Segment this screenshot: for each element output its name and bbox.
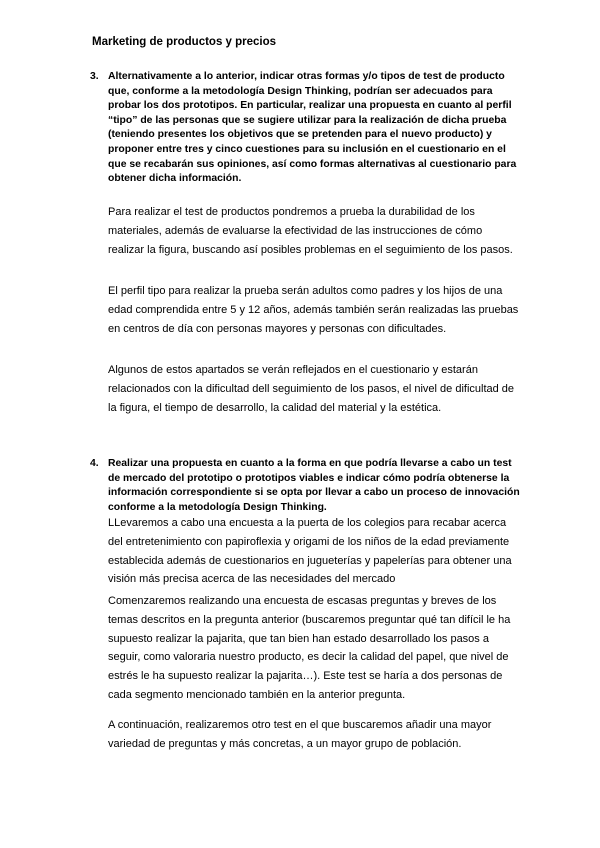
answer-4-paragraph-1: LLevaremos a cabo una encuesta a la puerta de los colegios para recabar acerca del entretenimiento con papiroflexia y origami de los niños de la edad previamente establecida además de cuestionarios en jugueterías y papelerías para obtener una visión más precisa acerca de las necesidades del mercado bbox=[108, 517, 512, 586]
question-3-text: Alternativamente a lo anterior, indicar otras formas y/o tipos de test de producto que, conforme a la metodología Design Thinking, podrían ser adecuados para probar los dos prototipos. En particular, realizar una propuesta en cuanto al perfil “tipo” de las personas que se sugiere utilizar para la realización de dicha prueba (teniendo presentes los objetivos que se pretenden para el nuevo producto) y proponer entre tres y cinco cuestiones para su inclusión en el cuestionario en el que se recabarán sus opiniones, así como formas alternativas al cuestionario para obtener dicha información. bbox=[108, 71, 517, 185]
answer-3-paragraph-2: El perfil tipo para realizar la prueba serán adultos como padres y los hijos de una edad comprendida entre 5 y 12 años, además también serán realizadas las pruebas en centros de día con personas mayores y personas con dificultades. bbox=[108, 285, 519, 335]
answer-4-paragraph-3: A continuación, realizaremos otro test en el que buscaremos añadir una mayor variedad de preguntas y más concretas, a un mayor grupo de población. bbox=[108, 719, 492, 750]
question-3 bbox=[90, 70, 520, 187]
question-4-number: 4. bbox=[90, 458, 99, 469]
answer-4-paragraph-2: Comenzaremos realizando una encuesta de escasas preguntas y breves de los temas descritos en la pregunta anterior (buscaremos preguntar qué tan difícil le ha supuesto realizar la pajarita, que tan bien han estado desarrollado los pasos a seguir, como valoraria nuestro producto, es decir la calidad del papel, que nivel de estrés le ha supuesto realizar la pajarita…). Este test se haría a dos personas de cada segmento mencionado también en la anterior pregunta. bbox=[108, 595, 511, 701]
answer-3-paragraph-3: Algunos de estos apartados se verán reflejados en el cuestionario y estarán relacionados con la dificultad dell seguimiento de los pasos, el nivel de dificultad de la figura, el tiempo de desarrollo, la calidad del material y la estética. bbox=[108, 364, 515, 414]
page-header: Marketing de productos y precios bbox=[92, 36, 277, 48]
question-4-text: Realizar una propuesta en cuanto a la forma en que podría llevarse a cabo un test de mercado del prototipo o prototipos viables e indicar cómo podría obtenerse la información correspondiente si se opta por llevar a cabo un proceso de innovación conforme a la metodología Design Thinking. bbox=[108, 458, 520, 513]
question-3-number: 3. bbox=[90, 71, 99, 82]
question-4 bbox=[90, 457, 520, 515]
answer-3-paragraph-1: Para realizar el test de productos pondremos a prueba la durabilidad de los materiales, además de evaluarse la efectividad de las instrucciones de cómo realizar la figura, buscando así posibles problemas en el seguimiento de los pasos. bbox=[108, 206, 513, 256]
